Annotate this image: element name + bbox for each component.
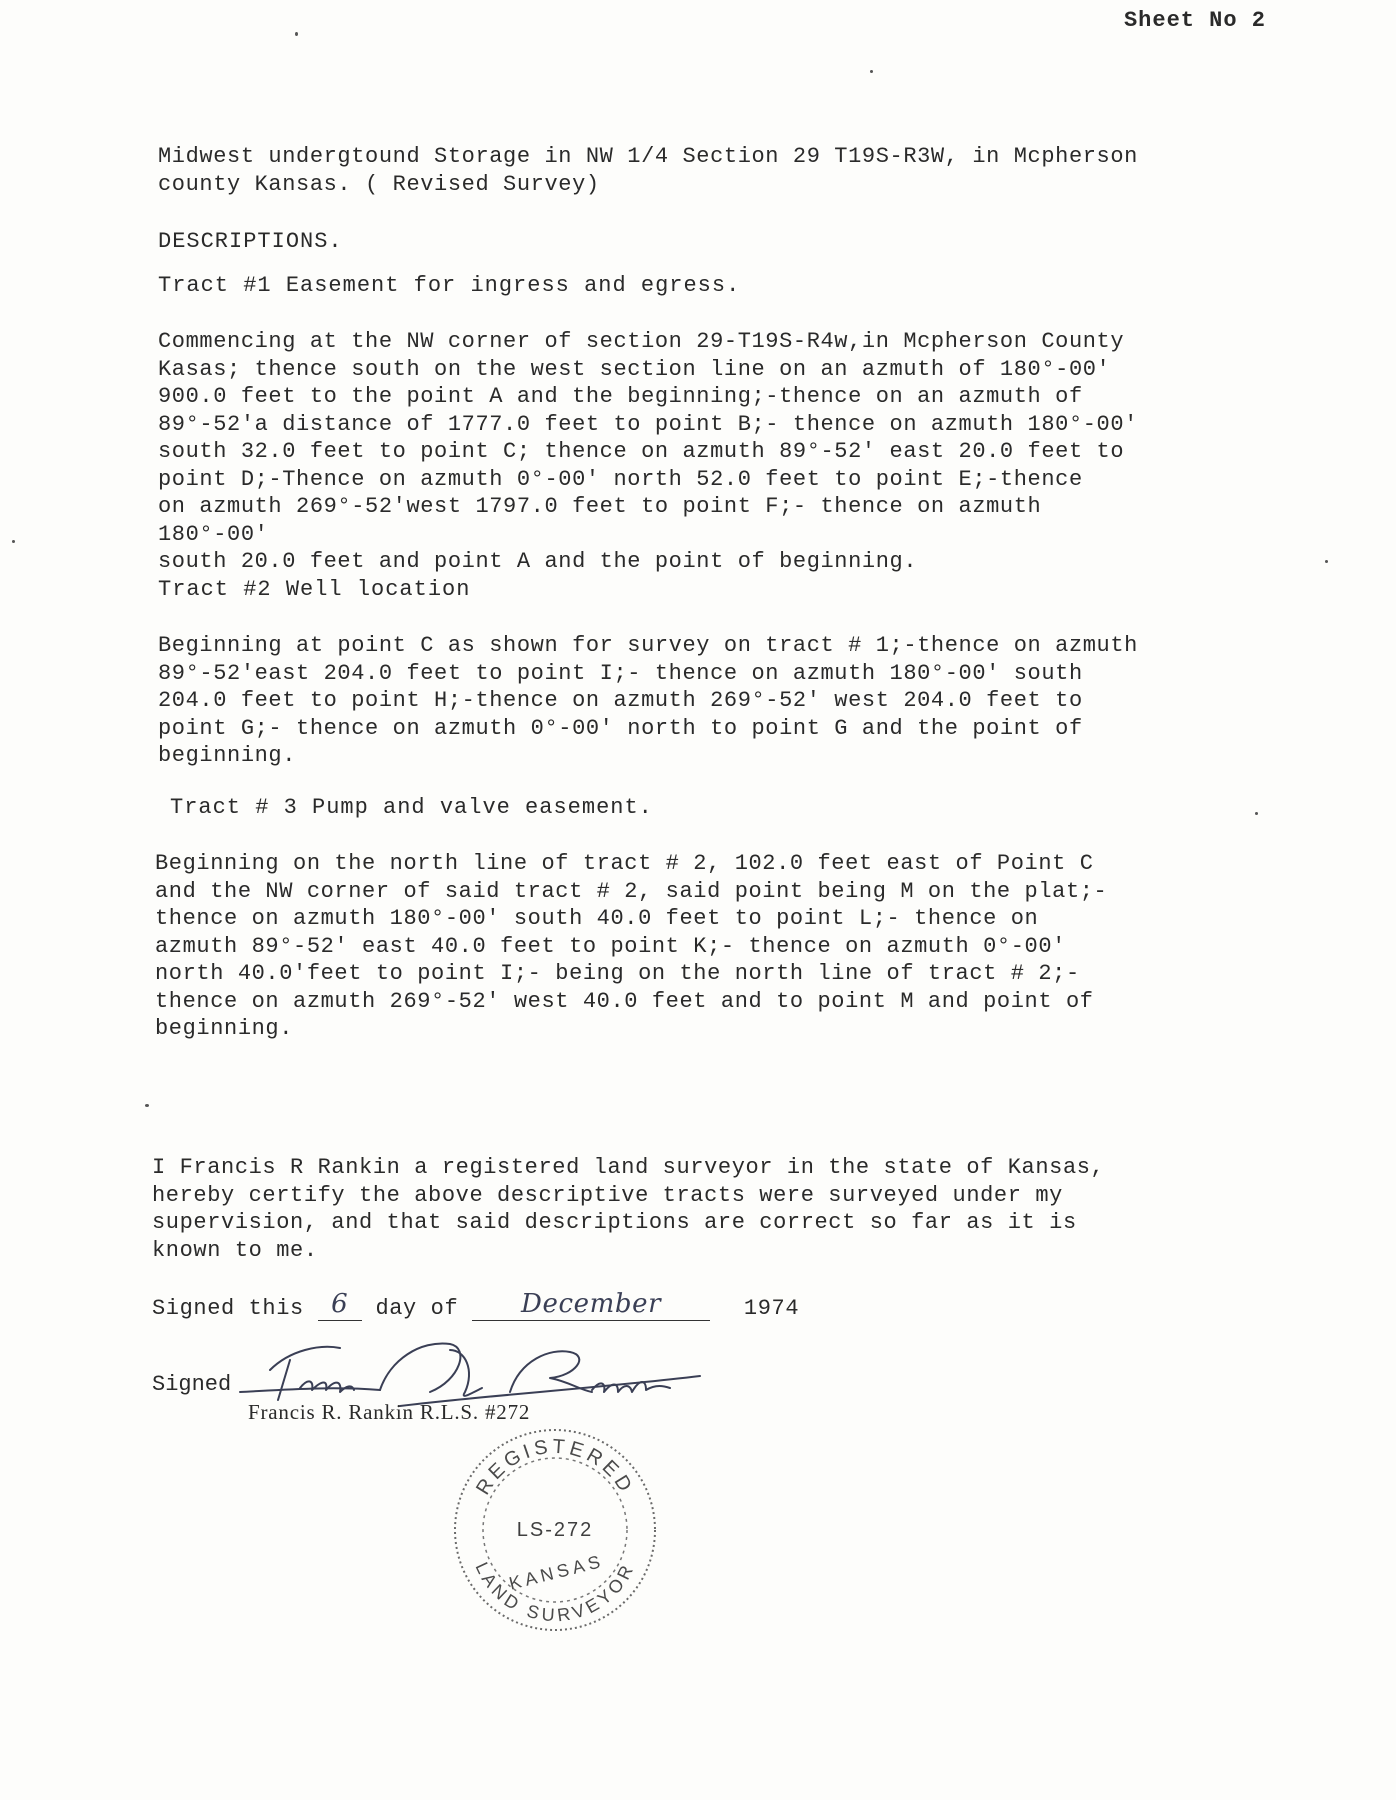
signed-label: Signed (152, 1372, 232, 1397)
tract-2-heading: Tract #2 Well location (158, 577, 471, 602)
signed-year: 1974 (743, 1296, 800, 1321)
title-line-1: Midwest undergtound Storage in NW 1/4 Section 29 T19S-R3W, in Mcpherson (158, 144, 1138, 169)
tract-2-description: Beginning at point C as shown for survey on tract # 1;-thence on azmuth 89°-52'east 204.0 feet to point I;- thence on azmuth 180°-00' south 204.0 feet to point H;-thence on azmuth 269°-52' west 204.0 feet to point G;- thence on azmuth 0°-00' north to point G and the point of beginning. (158, 633, 1138, 768)
title-line-2: county Kansas. ( Revised Survey) (158, 171, 600, 197)
paper-speck (12, 540, 15, 543)
certification-statement: I Francis R Rankin a registered land surveyor in the state of Kansas, hereby certify the above descriptive tracts were surveyed under my supervision, and that said descriptions are correct so far as it is known to me. (152, 1155, 1105, 1263)
descriptions-heading: DESCRIPTIONS. (158, 229, 343, 254)
signed-day: 6 (318, 1290, 362, 1321)
surveyor-seal-stamp (440, 1418, 670, 1638)
printed-surveyor-name: Francis R. Rankin R.L.S. #272 (248, 1400, 531, 1424)
day-of-label: day of (375, 1296, 459, 1321)
signed-date-line (152, 1290, 799, 1321)
sheet-number: Sheet No 2 (1123, 8, 1266, 33)
seal-state-text: KANSAS (507, 1550, 607, 1594)
paper-speck (1255, 812, 1258, 815)
seal-top-text: REGISTERED (472, 1435, 638, 1499)
paper-speck (295, 32, 298, 36)
signed-month: December (472, 1290, 710, 1321)
tract-1-description: Commencing at the NW corner of section 29-T19S-R4w,in Mcpherson County Kasas; thence south on the west section line on an azmuth of 180°-00' 900.0 feet to the point A and the beginning;-thence on an azmuth of 89°-52'a distance of 1777.0 feet to point B;- thence on azmuth 180°-00' south 32.0 feet to point C; thence on azmuth 89°-52' east 20.0 feet to point D;-Thence on azmuth 0°-00' north 52.0 feet to point E;-thence on azmuth 269°-52'west 1797.0 feet to point F;- thence on azmuth 180°-00' south 20.0 feet and point A and the point of beginning. (158, 329, 1138, 574)
tract-1-heading: Tract #1 Easement for ingress and egress. (158, 273, 741, 298)
paper-speck (870, 70, 873, 73)
tract-3-description: Beginning on the north line of tract # 2, 102.0 feet east of Point C and the NW corner of said tract # 2, said point being M on the plat;- thence on azmuth 180°-00' south 40.0 feet to point L;- thence on azmuth 89°-52' east 40.0 feet to point K;- thence on azmuth 0°-00' north 40.0'feet to point I;- being on the north line of tract # 2;- thence on azmuth 269°-52' west 40.0 feet and to point M and point of beginning. (155, 851, 1108, 1041)
seal-bottom-text: LAND SURVEYOR (471, 1558, 639, 1626)
document-title (158, 143, 1158, 198)
paper-speck (1325, 560, 1328, 563)
svg-text:REGISTERED (472, 1436, 638, 1499)
signed-this-label: Signed this (152, 1296, 304, 1321)
paper-speck (145, 1104, 149, 1107)
seal-license-number: LS-272 (516, 1519, 594, 1541)
tract-3-heading: Tract # 3 Pump and valve easement. (170, 795, 653, 820)
